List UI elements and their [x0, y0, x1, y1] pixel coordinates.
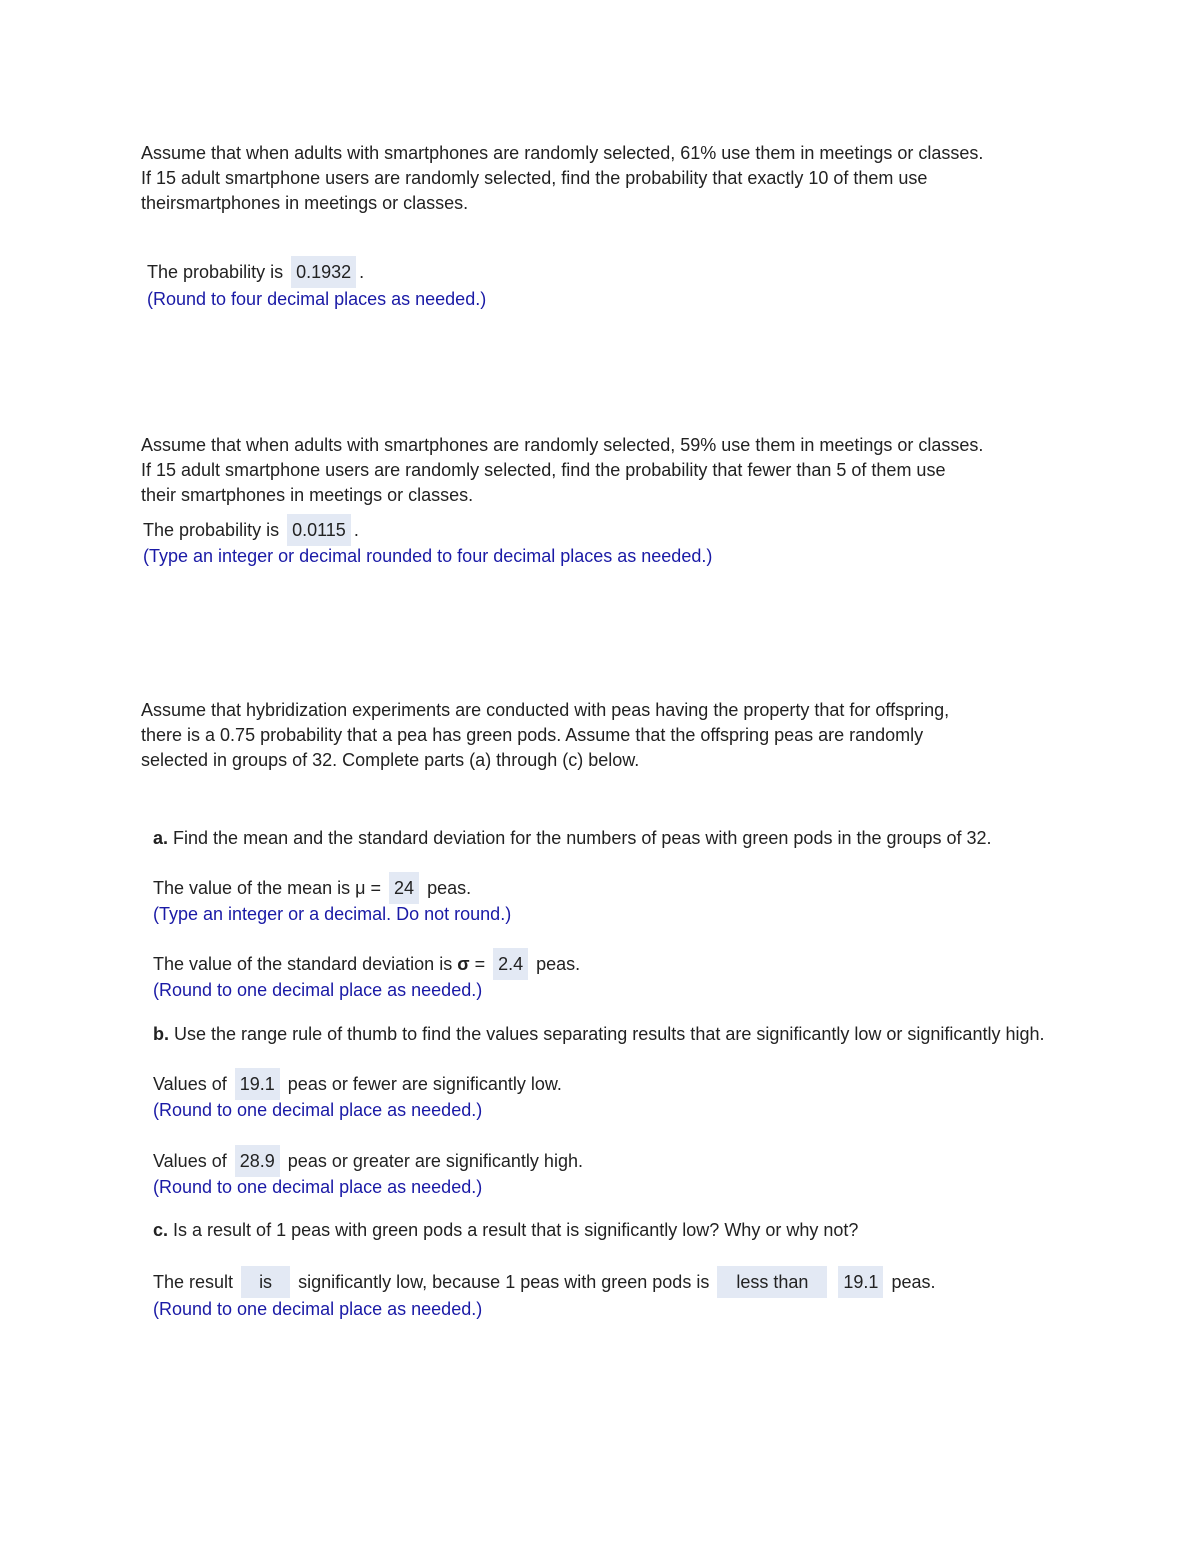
question-1-hint: (Round to four decimal places as needed.) — [147, 289, 487, 309]
sd-prompt: The value of the standard deviation is — [153, 954, 453, 974]
sd-answer-row — [153, 948, 580, 980]
question-2-line: their smartphones in meetings or classes. — [141, 485, 474, 505]
question-2-line: If 15 adult smartphone users are randomly selected, find the probability that fewer than 5 of them use — [141, 460, 946, 480]
question-2-answer-row — [143, 514, 359, 546]
question-1-line: theirsmartphones in meetings or classes. — [141, 193, 469, 213]
high-post: peas or greater are significantly high. — [287, 1151, 583, 1171]
result-answer-row — [153, 1266, 936, 1298]
result-dropdown-is[interactable]: is — [241, 1266, 290, 1298]
question-1-line: If 15 adult smartphone users are randomly selected, find the probability that exactly 10 of them use — [141, 168, 928, 188]
answer-prompt: The probability is — [143, 520, 280, 540]
part-a-label: a. — [153, 828, 169, 848]
result-post: peas. — [891, 1272, 936, 1292]
high-hint: (Round to one decimal place as needed.) — [153, 1177, 483, 1197]
question-1-answer-row — [147, 256, 364, 288]
high-answer-box[interactable]: 28.9 — [235, 1145, 280, 1177]
sd-unit: peas. — [536, 954, 581, 974]
mean-answer-box[interactable]: 24 — [389, 872, 419, 904]
result-mid: significantly low, because 1 peas with green pods is — [298, 1272, 710, 1292]
high-answer-row — [153, 1145, 583, 1177]
sd-hint: (Round to one decimal place as needed.) — [153, 980, 483, 1000]
part-b-label: b. — [153, 1024, 169, 1044]
answer-box[interactable]: 0.0115 — [287, 514, 351, 546]
sd-equals: = — [474, 954, 486, 974]
result-value-box[interactable]: 19.1 — [838, 1266, 883, 1298]
question-2-line: Assume that when adults with smartphones are randomly selected, 59% use them in meetings or classes. — [141, 435, 984, 455]
mean-prompt: The value of the mean is μ = — [153, 878, 381, 898]
question-3-text — [141, 698, 1101, 773]
part-a-text: Find the mean and the standard deviation for the numbers of peas with green pods in the groups of 32. — [173, 828, 992, 848]
part-b-text: Use the range rule of thumb to find the values separating results that are significantly low or significantly high. — [174, 1024, 1045, 1044]
low-hint: (Round to one decimal place as needed.) — [153, 1100, 483, 1120]
question-2-hint: (Type an integer or decimal rounded to four decimal places as needed.) — [143, 546, 713, 566]
mean-unit: peas. — [427, 878, 472, 898]
question-3-line: there is a 0.75 probability that a pea has green pods. Assume that the offspring peas are randomly — [141, 725, 924, 745]
sigma-symbol: σ — [457, 954, 470, 974]
answer-box[interactable]: 0.1932 — [291, 256, 356, 288]
sd-answer-box[interactable]: 2.4 — [493, 948, 528, 980]
high-pre: Values of — [153, 1151, 227, 1171]
part-c-text: Is a result of 1 peas with green pods a result that is significantly low? Why or why not? — [173, 1220, 859, 1240]
result-hint: (Round to one decimal place as needed.) — [153, 1299, 483, 1319]
low-answer-box[interactable]: 19.1 — [235, 1068, 280, 1100]
mean-hint: (Type an integer or a decimal. Do not round.) — [153, 904, 512, 924]
low-post: peas or fewer are significantly low. — [287, 1074, 562, 1094]
answer-period: . — [359, 262, 365, 282]
answer-period: . — [353, 520, 359, 540]
question-3-line: Assume that hybridization experiments are conducted with peas having the property that for offspring, — [141, 700, 950, 720]
part-c-label: c. — [153, 1220, 169, 1240]
answer-prompt: The probability is — [147, 262, 284, 282]
mean-answer-row — [153, 872, 471, 904]
question-1-text — [141, 141, 1101, 216]
result-pre: The result — [153, 1272, 234, 1292]
question-1-line: Assume that when adults with smartphones are randomly selected, 61% use them in meetings or classes. — [141, 143, 984, 163]
question-3-line: selected in groups of 32. Complete parts (a) through (c) below. — [141, 750, 640, 770]
low-answer-row — [153, 1068, 562, 1100]
question-2-text — [141, 433, 1101, 508]
low-pre: Values of — [153, 1074, 227, 1094]
part-b-heading — [153, 1021, 1044, 1047]
part-c-heading — [153, 1217, 858, 1243]
part-a-heading — [153, 825, 992, 851]
result-dropdown-comparison[interactable]: less than — [717, 1266, 827, 1298]
